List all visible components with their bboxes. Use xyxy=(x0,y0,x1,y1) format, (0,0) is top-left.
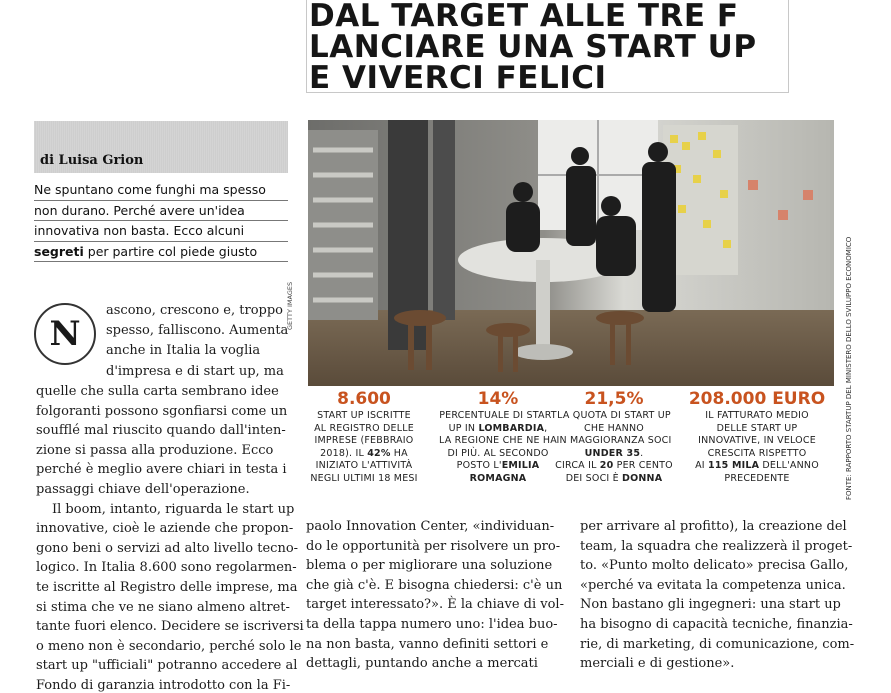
stat-text: 2018). IL xyxy=(320,447,368,459)
stat-text: LA QUOTA DI START UP xyxy=(557,410,671,421)
stat-description-line xyxy=(544,410,684,423)
body-text-line: Non bastano gli ingegneri: una start up xyxy=(580,597,841,613)
body-text-line: logico. In Italia 8.600 sono regolarmen- xyxy=(36,560,297,576)
body-text-line: folgoranti possono sgonfiarsi come un xyxy=(36,403,288,419)
stat-description-line xyxy=(284,448,444,461)
body-text-line: quelle che sulla carta sembrano idee xyxy=(36,384,279,399)
stat-text: LA REGIONE CHE NE HA xyxy=(439,435,557,446)
body-text-line: perché è meglio avere chiari in testa i xyxy=(36,462,287,478)
body-text-line: paolo Innovation Center, «individuan- xyxy=(306,519,555,534)
dropcap: N xyxy=(34,303,96,365)
body-text-line: o meno non è secondario, perché solo le xyxy=(36,638,302,654)
stat-text: IL FATTURATO MEDIO xyxy=(705,410,809,421)
stat-block xyxy=(544,388,684,485)
stat-text: DELLE START UP xyxy=(716,422,798,434)
stat-value: 8.600 xyxy=(337,389,391,409)
body-text-line: Fondo di garanzia introdotto con la Fi- xyxy=(36,678,291,693)
stat-text: DEI SOCI È xyxy=(565,472,623,484)
body-text-line: blema o per migliorare una soluzione xyxy=(306,558,553,574)
stat-text: START UP ISCRITTE xyxy=(317,410,411,421)
body-text-line: «perché va evitata la competenza unica. xyxy=(580,577,846,593)
stat-text: CHE HANNO xyxy=(584,422,644,434)
stat-text: INNOVATIVE, IN VELOCE xyxy=(698,435,816,446)
office-photo-illustration xyxy=(308,120,834,386)
stat-highlight: UNDER 35 xyxy=(584,447,641,459)
body-text-line: ha bisogno di capacità tecniche, finanzia- xyxy=(580,617,853,632)
stat-highlight: EMILIA xyxy=(501,460,540,471)
stat-description-line xyxy=(544,460,684,473)
stat-description-line xyxy=(544,435,684,448)
photo-credit: GETTY IMAGES xyxy=(286,281,294,330)
body-text-line: ascono, crescono e, troppo xyxy=(106,303,283,318)
stat-text: DI PIÙ. AL SECONDO xyxy=(447,447,549,459)
stat-text: PER CENTO xyxy=(613,460,673,471)
stat-text: DELL'ANNO xyxy=(759,460,819,471)
body-text-line: rie, di marketing, di comunicazione, com- xyxy=(580,636,855,652)
deck-line: innovativa non basta. Ecco alcuni xyxy=(34,221,288,242)
stat-text: UP IN xyxy=(448,422,479,434)
body-text-line: target interessato?». È la chiave di vol- xyxy=(306,597,564,613)
body-text-line: spesso, falliscono. Aumenta xyxy=(106,323,289,339)
stat-highlight: 115 MILA xyxy=(708,460,760,471)
stat-description-line xyxy=(284,423,444,436)
headline xyxy=(306,0,789,96)
stat-description-line xyxy=(544,448,684,461)
stat-description-line xyxy=(677,423,837,436)
deck-rest: per partire col piede giusto xyxy=(83,243,258,259)
stat-text: NEGLI ULTIMI 18 MESI xyxy=(310,472,418,484)
stat-text: PERCENTUALE DI START xyxy=(439,410,557,421)
body-text-line: innovative, cioè le aziende che propon- xyxy=(36,521,294,537)
stat-value: 14% xyxy=(477,389,519,409)
stat-description-line xyxy=(677,473,837,486)
stat-description-line xyxy=(677,460,837,473)
body-text-line: dettagli, puntando anche a mercati xyxy=(306,656,538,672)
stat-description-line xyxy=(284,435,444,448)
deck-line: Ne spuntano come funghi ma spesso xyxy=(34,180,288,201)
body-text-line: te iscritte al Registro delle imprese, ma xyxy=(36,580,298,595)
stat-description-line xyxy=(544,473,684,486)
body-text-line: si stima che ve ne siano almeno altret- xyxy=(36,599,290,615)
stat-block xyxy=(284,388,444,485)
deck-line: non durano. Perché avere un'idea xyxy=(34,201,288,222)
deck-bold: segreti xyxy=(34,243,84,259)
body-text-line: do le opportunità per risolvere un pro- xyxy=(306,538,561,554)
stat-text: CIRCA IL xyxy=(555,460,600,471)
stat-highlight: 20 xyxy=(599,460,614,471)
stat-text: HA xyxy=(390,447,408,459)
headline-line: DAL TARGET ALLE TRE F xyxy=(309,0,739,34)
body-text-line: merciali e di gestione». xyxy=(580,656,735,672)
stat-text: . xyxy=(640,447,644,459)
stat-text: IMPRESE (FEBBRAIO xyxy=(314,435,414,446)
stat-text: POSTO L' xyxy=(456,460,502,471)
stat-text: , xyxy=(544,422,548,434)
body-text-line: Il boom, intanto, riguarda le start up xyxy=(52,501,295,517)
body-text-line: tante fuori elenco. Decidere se iscriversi xyxy=(36,619,304,635)
stat-text: INIZIATO L'ATTIVITÀ xyxy=(315,460,413,471)
office-photo xyxy=(308,120,834,386)
body-text-line: ta della tappa numero uno: l'idea buo- xyxy=(306,617,558,632)
stat-value: 208.000 EURO xyxy=(688,389,826,409)
stat-value: 21,5% xyxy=(584,389,644,409)
stat-highlight: 42% xyxy=(367,447,391,459)
body-text-line: team, la squadra che realizzerà il proget- xyxy=(580,538,853,554)
headline-line: E VIVERCI FELICI xyxy=(309,60,607,96)
stat-text: IN MAGGIORANZA SOCI xyxy=(556,435,672,446)
body-text-line: d'impresa e di start up, ma xyxy=(106,363,284,379)
stat-text: AL REGISTRO DELLE xyxy=(314,422,414,434)
headline-line: LANCIARE UNA START UP xyxy=(309,29,757,65)
body-text-line: che già c'è. E bisogna chiedersi: c'è un xyxy=(306,577,563,593)
stat-text: CRESCITA RISPETTO xyxy=(707,447,807,459)
stat-highlight: LOMBARDIA xyxy=(478,422,545,434)
stat-description-line xyxy=(284,410,444,423)
body-text-line: soufflé mal riuscito quando dall'inten- xyxy=(36,423,286,439)
byline: di Luisa Grion xyxy=(40,153,144,168)
stat-description-line xyxy=(677,435,837,448)
stat-text: PRECEDENTE xyxy=(724,472,790,484)
stat-description-line xyxy=(544,423,684,436)
body-text-line: start up "ufficiali" potranno accedere al xyxy=(36,658,298,674)
body-text-line: per arrivare al profitto), la creazione del xyxy=(580,519,847,534)
stat-highlight: ROMAGNA xyxy=(469,472,527,484)
body-text-line: anche in Italia la voglia xyxy=(106,343,261,359)
stat-description-line xyxy=(284,460,444,473)
body-text-line: to. «Punto molto delicato» precisa Gallo, xyxy=(580,558,849,574)
body-text-line: passaggi chiave dell'operazione. xyxy=(36,482,250,497)
stat-block xyxy=(677,388,837,485)
deck-line xyxy=(34,242,288,263)
deck xyxy=(34,180,288,262)
body-text-line: na non basta, vanno definiti settori e xyxy=(306,636,549,652)
stat-description-line xyxy=(677,410,837,423)
source-note: FONTE: RAPPORTO STARTUP DEL MINISTERO DELLO SVILUPPO ECONOMICO xyxy=(845,236,853,500)
stat-description-line xyxy=(284,473,444,486)
body-text-line: gono beni o servizi ad alto livello tecno- xyxy=(36,540,299,556)
body-text-line: zione si passa alla produzione. Ecco xyxy=(36,442,274,458)
stat-text: AI xyxy=(695,460,709,471)
stat-highlight: DONNA xyxy=(622,472,663,484)
stat-description-line xyxy=(677,448,837,461)
